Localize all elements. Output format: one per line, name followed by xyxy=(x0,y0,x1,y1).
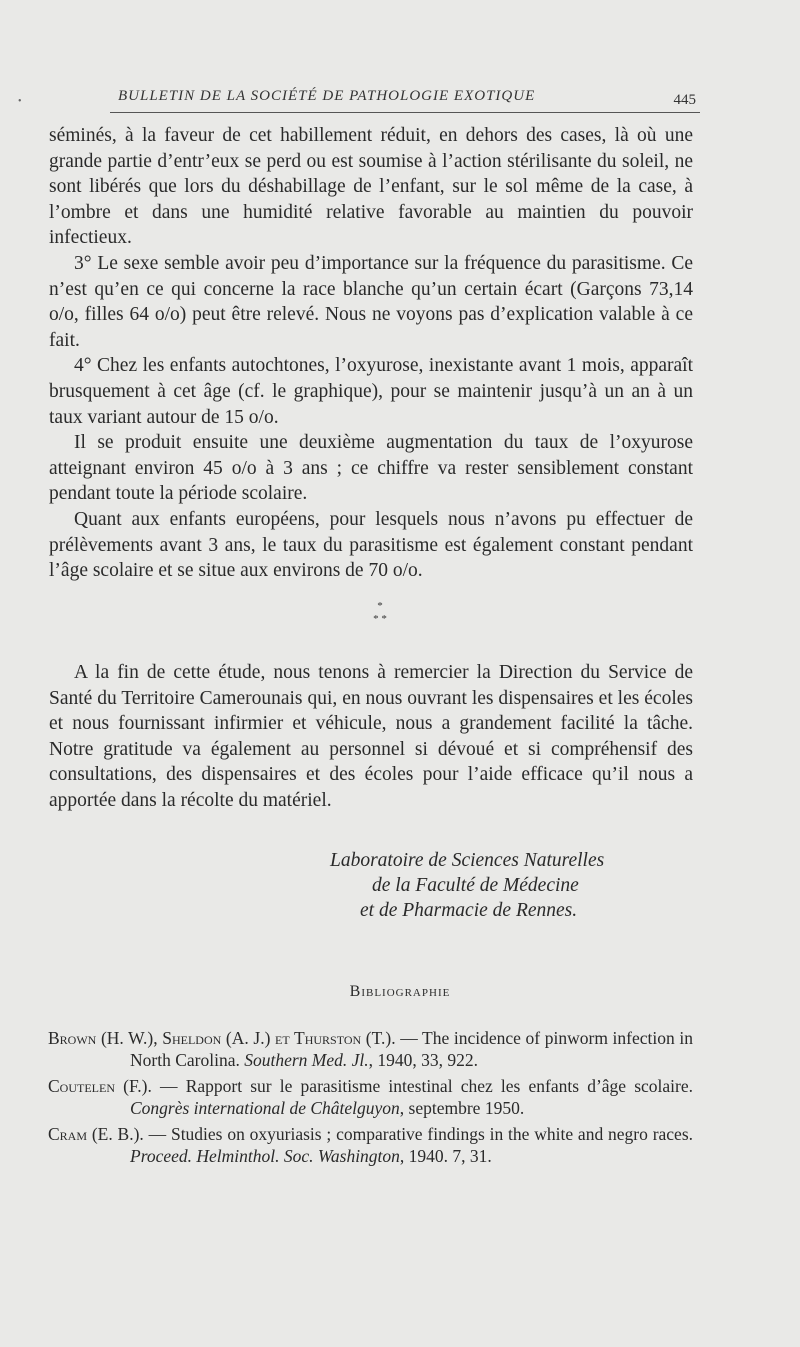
bib-title: — Studies on oxyuriasis ; comparative findings in the white and negro races. xyxy=(143,1124,694,1144)
affiliation-line-3: et de Pharmacie de Rennes. xyxy=(360,900,578,921)
main-text-block xyxy=(49,123,693,584)
acknowledgements-block xyxy=(49,660,693,814)
paragraph-europeans: Quant aux enfants européens, pour lesquels nous n’avons pu effectuer de prélèvements avant 3 ans, le taux du parasitisme est également constant pendant l’âge scolaire et se situe aux environs de 70 o/o. xyxy=(49,508,693,582)
affiliation xyxy=(300,848,700,923)
journal-title: BULLETIN DE LA SOCIÉTÉ DE PATHOLOGIE EXOTIQUE xyxy=(118,88,536,104)
bib-title: — Rapport sur le parasitisme intestinal chez les enfants d’âge scolaire. xyxy=(151,1076,693,1096)
paragraph-point-4: 4° Chez les enfants autochtones, l’oxyurose, inexistante avant 1 mois, apparaît brusquement à cet âge (cf. le graphique), pour se maintenir jusqu’à un an à un taux variant autour de 15 o/o. xyxy=(49,355,693,428)
affiliation-line-2: de la Faculté de Médecine xyxy=(372,875,579,896)
bib-details: , 1940. 7, 31. xyxy=(399,1145,492,1166)
separator-bottom-stars: * * xyxy=(373,613,387,625)
bib-journal: Proceed. Helminthol. Soc. Washington xyxy=(130,1145,400,1166)
separator-top-star: * xyxy=(377,600,383,612)
bib-title: — The incidence of pinworm infection in North Carolina. xyxy=(130,1028,693,1070)
bib-journal: Southern Med. Jl. xyxy=(244,1049,369,1070)
bib-authors: Brown (H. W.), Sheldon (A. J.) et Thurston (T.). xyxy=(48,1028,396,1048)
bibliography-entry xyxy=(48,1028,693,1071)
affiliation-line-1: Laboratoire de Sciences Naturelles xyxy=(330,850,605,871)
bibliography-heading: Bibliographie xyxy=(349,983,451,1000)
page-number: 445 xyxy=(673,92,696,108)
bibliography-entry xyxy=(48,1124,693,1167)
bib-details: , septembre 1950. xyxy=(399,1097,525,1118)
bib-authors: Coutelen (F.). xyxy=(48,1076,152,1096)
running-header xyxy=(110,88,700,113)
paragraph-point-3: 3° Le sexe semble avoir peu d’importance sur la fréquence du parasitisme. Ce n’est qu’en ce qui concerne la race blanche qu’un certain écart (Garçons 73,14 o/o, filles 64 o/o) peut être relevé. Nous ne voyons pas d’explication valable à ce fait. xyxy=(49,252,693,351)
margin-mark: • xyxy=(18,96,22,107)
bib-details: , 1940, 33, 922. xyxy=(368,1049,479,1070)
bib-journal: Congrès international de Châtelguyon xyxy=(130,1097,400,1118)
section-separator xyxy=(330,600,430,626)
paragraph-second-rise: Il se produit ensuite une deuxième augmentation du taux de l’oxyurose atteignant environ 45 o/o à 3 ans ; ce chiffre va rester sensiblement constant pendant toute la période scolaire. xyxy=(49,432,693,505)
paragraph-continuation: séminés, à la faveur de cet habillement réduit, en dehors des cases, là où une grande partie d’entr’eux se perd ou est soumise à l’action stérilisante du soleil, ne sont libérés que lors du déshabillage de l’enfant, sur le sol même de la case, à l’ombre et dans une humidité relative favorable au maintien du pouvoir infectieux. xyxy=(49,125,693,249)
bibliography-list xyxy=(48,1028,693,1172)
paragraph-acknowledgements: A la fin de cette étude, nous tenons à remercier la Direction du Service de Santé du Territoire Camerounais qui, en nous ouvrant les dispensaires et les écoles et nous fournissant infirmier et véhicule, nous a grandement facilité la tâche. Notre gratitude va également au personnel si dévoué et si compréhensif des consultations, des dispensaires et des écoles pour l’aide efficace qu’il nous a apportée dans la récolte du matériel. xyxy=(49,662,693,811)
bib-authors: Cram (E. B.). xyxy=(48,1124,144,1144)
bibliography-entry xyxy=(48,1076,693,1119)
